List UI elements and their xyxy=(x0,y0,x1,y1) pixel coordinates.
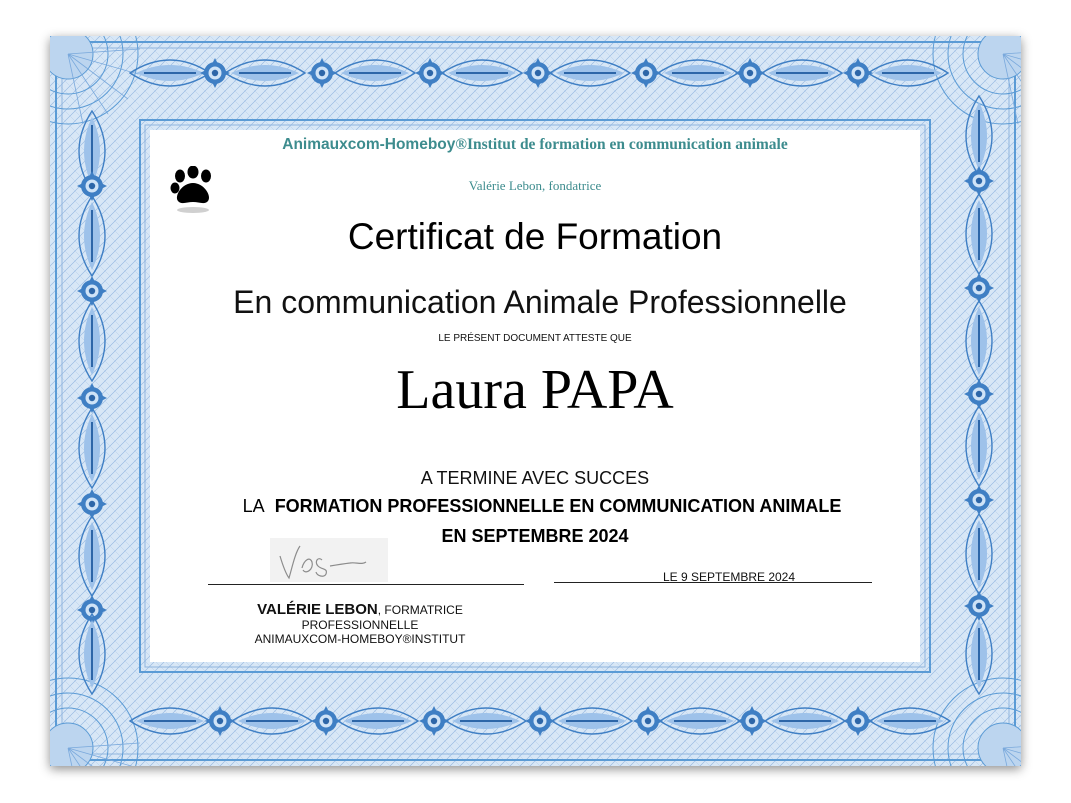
signer-organization: ANIMAUXCOM-HOMEBOY®INSTITUT xyxy=(254,632,466,646)
certificate-subtitle: En communication Animale Professionnelle xyxy=(233,284,847,320)
attestation-text: LE PRÉSENT DOCUMENT ATTESTE QUE xyxy=(438,333,632,344)
signature-line xyxy=(208,584,524,585)
certificate-sheet xyxy=(50,36,1021,766)
course-date: EN SEPTEMBRE 2024 xyxy=(441,526,629,546)
founder-line: Valérie Lebon, fondatrice xyxy=(468,178,602,193)
recipient-name: Laura PAPA xyxy=(396,359,674,421)
issue-date: LE 9 SEPTEMBRE 2024 xyxy=(662,570,796,584)
completion-text: A TERMINE AVEC SUCCES xyxy=(420,468,650,488)
signer-role: PROFESSIONNELLE xyxy=(301,618,419,632)
certificate-content xyxy=(150,130,920,662)
course-line: LA FORMATION PROFESSIONNELLE EN COMMUNICATION ANIMALE xyxy=(242,496,842,516)
signer-name: VALÉRIE LEBON, FORMATRICE xyxy=(257,601,463,618)
institute-line: Animauxcom-Homeboy®Institut de formation en communication animale xyxy=(282,136,788,153)
certificate-title: Certificat de Formation xyxy=(347,216,723,257)
handwritten-signature xyxy=(270,538,388,582)
